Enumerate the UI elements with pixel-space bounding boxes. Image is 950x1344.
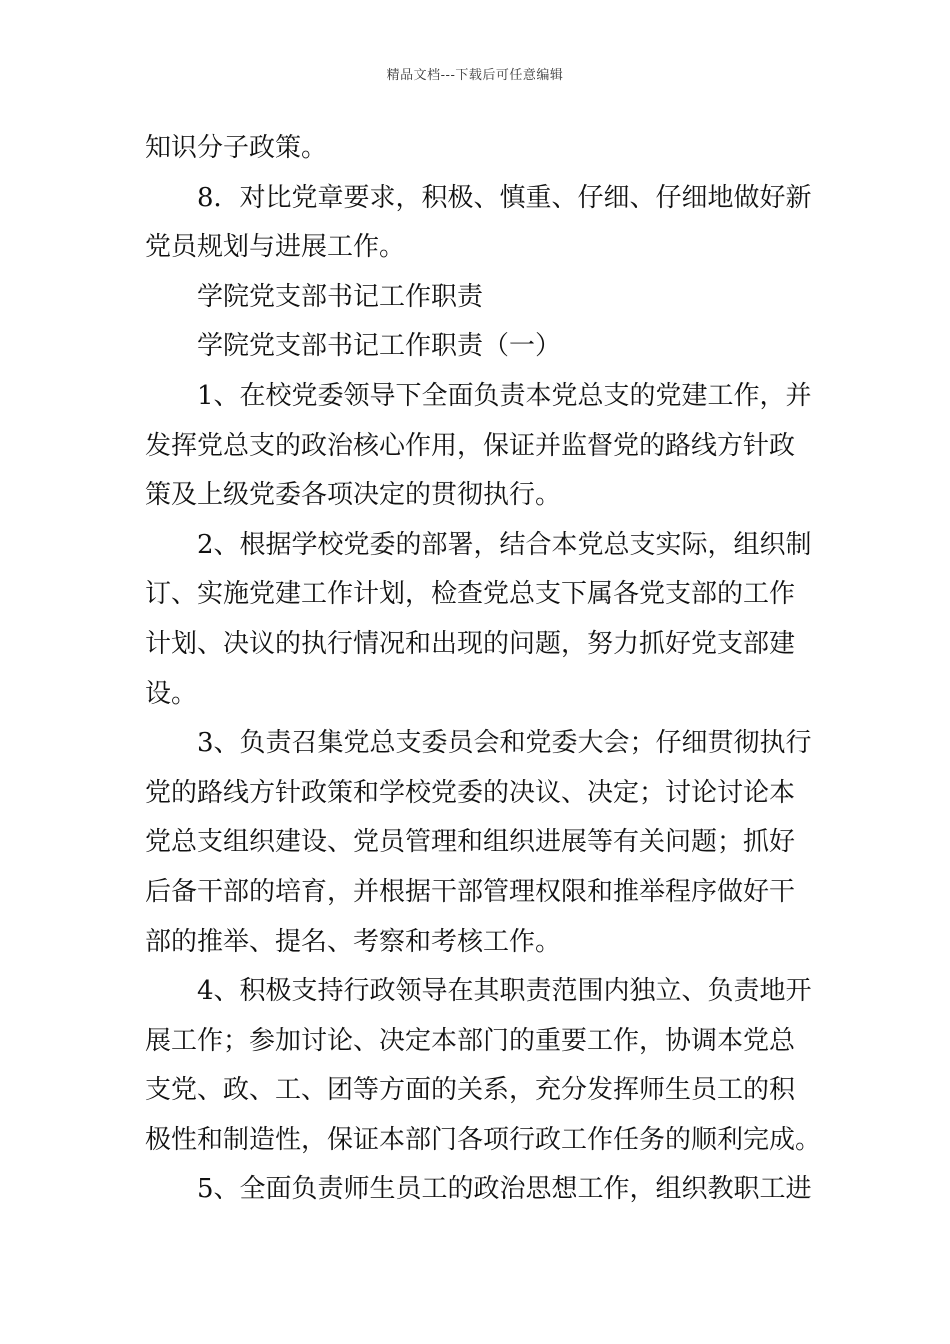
paragraph	[145, 322, 810, 372]
paragraph	[145, 719, 810, 967]
text-line: 计划、决议的执行情况和出现的问题，努力抓好党支部建	[145, 628, 796, 659]
text-line: 2、根据学校党委的部署，结合本党总支实际，组织制	[197, 529, 812, 560]
text-line: 学院党支部书记工作职责（一）	[197, 331, 562, 362]
text-line: 支党、政、工、团等方面的关系，充分发挥师生员工的积	[145, 1075, 796, 1106]
text-line: 党员规划与进展工作。	[145, 232, 406, 263]
document-body	[145, 124, 822, 1215]
page-header: 精品文档---下载后可任意编辑	[386, 68, 564, 83]
text-line: 极性和制造性，保证本部门各项行政工作任务的顺利完成。	[145, 1124, 822, 1155]
text-line: 订、实施党建工作计划，检查党总支下属各党支部的工作	[145, 579, 796, 610]
text-line: 发挥党总支的政治核心作用，保证并监督党的路线方针政	[145, 430, 796, 461]
text-line: 5、全面负责师生员工的政治思想工作，组织教职工进	[197, 1174, 812, 1205]
text-line: 1、在校党委领导下全面负责本党总支的党建工作，并	[197, 380, 812, 411]
text-line: 4、积极支持行政领导在其职责范围内独立、负责地开	[197, 976, 812, 1007]
paragraph	[145, 521, 810, 719]
text-line: 3、负责召集党总支委员会和党委大会；仔细贯彻执行	[197, 728, 812, 759]
paragraph	[145, 372, 810, 521]
paragraph	[145, 273, 810, 323]
text-line: 党的路线方针政策和学校党委的决议、决定；讨论讨论本	[145, 777, 796, 808]
paragraph	[145, 174, 810, 273]
text-line: 设。	[145, 678, 198, 709]
text-line: 策及上级党委各项决定的贯彻执行。	[145, 480, 562, 511]
text-line: 学院党支部书记工作职责	[197, 281, 484, 312]
text-line: 8．对比党章要求，积极、慎重、仔细、仔细地做好新	[197, 182, 812, 213]
text-line: 知识分子政策。	[145, 133, 328, 163]
text-line: 后备干部的培育，并根据干部管理权限和推举程序做好干	[145, 876, 796, 907]
text-line: 党总支组织建设、党员管理和组织进展等有关问题；抓好	[145, 827, 796, 858]
text-line: 展工作；参加讨论、决定本部门的重要工作，协调本党总	[145, 1025, 796, 1056]
text-line: 部的推举、提名、考察和考核工作。	[145, 926, 562, 957]
paragraph	[145, 1165, 810, 1215]
paragraph	[145, 124, 810, 174]
paragraph	[145, 967, 822, 1165]
